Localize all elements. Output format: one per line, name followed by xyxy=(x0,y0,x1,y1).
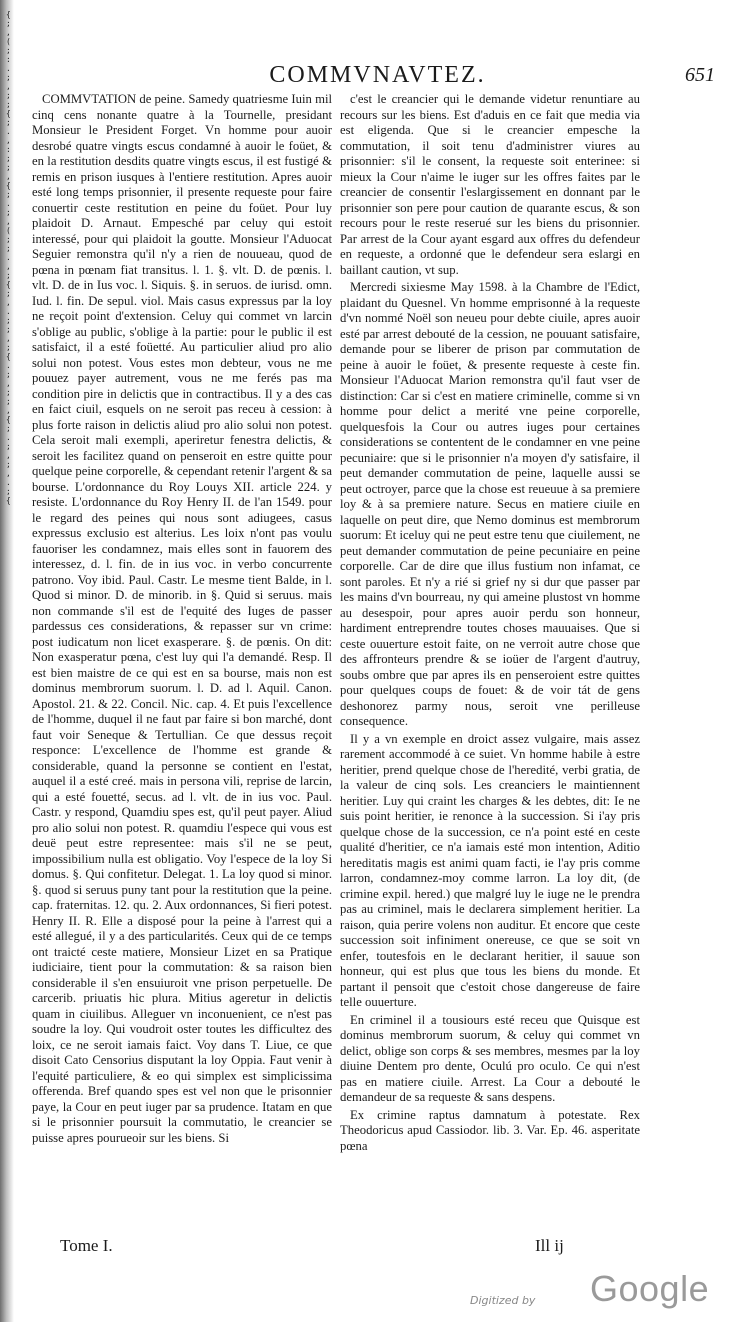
right-paragraph-1: c'est le creancier qui le demande videtur renuntiare au recours sur les biens. Est d'aduis en ce fait que media via est eligenda. Que si le creancier empesche la commutation, il soit tenu d'administrer viures au prisonnier: s'il le consent, la requeste soit enterinee: si mieux la Cour n'aime le iuger sur les offres faites par le creancier de consentir l'eslargissement en donnant par le prisonnier son pere pour caution de quarante escus, & son recours pour le reste reserué sur les biens du prisonnier. Par arrest de la Cour ayant esgard aux offres du defendeur en requeste, a ordonné que le defendeur sera eslargi en baillant caution, vt sup. xyxy=(340,92,640,277)
digitized-watermark xyxy=(470,1268,740,1318)
digitized-by-text: Digitized by xyxy=(470,1294,536,1307)
left-column xyxy=(32,92,332,1242)
google-logo: Google xyxy=(590,1268,710,1309)
gutter-marks: { ; , ( ; : . ; , ; ; { ; . , : ; ; , { ; . ; , ( ; ; . , ; { ; , . ; ; , ; { . ; , ; ; , { ; . ; , ; , . ; { xyxy=(6,10,11,505)
footer-tome: Tome I. xyxy=(60,1236,113,1255)
right-column xyxy=(340,92,640,1242)
page-number: 651 xyxy=(685,64,715,86)
right-paragraph-2: Mercredi sixiesme May 1598. à la Chambre de l'Edict, plaidant du Quesnel. Vn homme emprisonné à la requeste d'vn nommé Noël son neueu pour debte ciuile, apres auoir esté par arrest debouté de la cession, ne pouuant satisfaire, demande pour se liberer de prison par commutation de peine à auoir le foüet, & presente requeste à ceste fin. Monsieur l'Aduocat Marion remonstra qu'il faut vser de distinction: Car si c'est en matiere criminelle, comme si vn homme pour delict a merité vne peine corporelle, quelquesfois la Cour ou autres iuges pour certaines considerations se contentent de le condamner en vne peine pecuniaire: que si le prisonnier n'a moyen d'y satisfaire, il peut demander commutation de peine, laquelle aussi se peut octroyer, parce que la chose est reueuue à sa premiere loy & à sa premiere nature. Secus en matiere ciuile en laquelle on peut dire, que Nemo dominus est membrorum suorum: Et iceluy qui ne peut estre tenu que ciuilement, ne peut demander commutation de peine pecuniaire en peine corporelle. Car de dire que illus fustium non infamat, ce sont paroles. Et n'y a rié si grief ny si dur que passer par les mains d'vn bourreau, ny qui ameine plustost vn homme au desespoir, pour apres auoir perdu son honneur, hardiment entreprendre toutes choses mauuaises. Que si ceste ouuerture estoit faite, on ne verroit autre chose que des affronteurs prendre & se ioüer de l'argent d'autruy, soubs ombre que par apres ils en penseroient estre quittes pour quelques coups de fouet: & de voir tát de gens deshonorez parmy nous, seroit vne perilleuse consequence. xyxy=(340,280,640,728)
right-paragraph-3: Il y a vn exemple en droict assez vulgaire, mais assez rarement accommodé à ce suiet. Vn homme habile à estre heritier, prend quelque chose de l'heredité, verbi gratia, de la valeur de cinq sols. Les creanciers le maintiennent heritier. Luy qui craint les charges & les debtes, dit: Ie ne suis point heritier, ie renonce à la succession. Si i'ay pris quelque chose de la succession, ce n'a point esté en ceste qualité d'heritier, ce n'a iamais esté mon intention, Aditio hereditatis magis est animi quam facti, ie l'ay pris comme larron, condamnez-moy comme larron. La loy dit, (de crimine expil. hered.) que malgré luy le iuge ne le prendra pas au criminel, mais le declarera simplement heritier. La raison, quia perire volens non auditur. Et encore que ceste succession soit infiniment onereuse, ce que se soit vn enfer, toutesfois en le declarant heritier, il sauue son honneur, qui est plus que tous les biens du monde. Et partant il pensoit que c'estoit chose dangereuse de faire telle ouuerture. xyxy=(340,731,640,1009)
right-paragraph-5: Ex crimine raptus damnatum à potestate. Rex Theodoricus apud Cassiodor. lib. 3. Var. Ep. 46. asperitate pœna xyxy=(340,1107,640,1153)
footer-signature: Ill ij xyxy=(535,1236,564,1255)
left-paragraph-1: COMMVTATION de peine. Samedy quatriesme Iuin mil cinq cens nonante quatre à la Tournelle, presidant Monsieur le President Forget. Vn homme pour auoir desrobé quatre vingts escus condamné à auoir le foüet, & en la restitution desdits quatre vingts escus, il est fustigé & remis en prison iusques à l'entiere restitution. Apres auoir esté long temps prisonnier, il presente requeste pour faire conuertir ceste restitution en peine du foüet. Pour luy plaidoit D. Arnaut. Empesché par celuy qui estoit interessé, pour qui plaidoit la goutte. Monsieur l'Aduocat Seguier remonstra qu'il n'y a rien de nouueau, quod de pœna in pœnam fiat transitus. l. 1. §. vlt. D. de pœnis. l. vlt. D. de in Ius voc. l. Siquis. §. in seruos. de iurisd. omn. Iud. l. fin. De sepul. viol. Mais casus expressus par la loy ne reçoit point d'extension. Celuy qui commet vn larcin s'oblige au public, s'oblige à la partie: pour le public il est satisfaict, il a esté foüetté. Au particulier aliud pro alio solui non potest. Vous estes mon debteur, vous ne me pouuez payer autrement, vous ne me ferés pas ma condition pire in delictis que in contractibus. Il y a des cas en faict ciuil, esquels on ne seroit pas receu à cession: à plus forte raison in delictis aliud pro alio solui non potest. Cela seroit mali exempli, aperiretur fenestra delictis, & seroit les facilitez quand on penseroit en estre quitte pour quelque peine corporelle, & cependant retenir l'argent & sa bourse. L'ordonnance du Roy Louys XII. article 224. y resiste. L'ordonnance du Roy Henry II. de l'an 1549. pour le regard des peines qui nous sont adiugees, casus expressus exclusio est alterius. Les loix n'ont pas voulu fauoriser les condamnez, mais elles sont in fauorem des interessez, d. l. fin. de in ius voc. in verbo concurrente patrono. Voy ibid. Paul. Castr. Le mesme tient Balde, in l. Quod si minor. D. de minorib. in §. Quid si seruus. mais non commande s'il est de l'equité des Iuges de passer pardessus ces considerations, & repasser sur vn crime: post iudicatum non licet exasperare. §. de pœnis. On dit: Non exasperatur pœna, c'est luy qui l'a demandé. Resp. Il est bien maistre de ce qui est en sa bourse, mais non est dominus membrorum suorum. l. D. ad l. Aquil. Canon. Apostol. 21. & 22. Concil. Nic. cap. 4. Et puis l'excellence de l'homme, duquel il ne faut par faire si bon marché, dont faut voir Seneque & Tertullian. Ce que dessus reçoit responce: L'excellence de l'homme est grande & considerable, quand la personne se contient en l'estat, auquel il a esté creé. mais in persona vili, reprise de larcin, qui a esté fouetté, secus. ad l. vlt. de in ius voc. Paul. Castr. y respond, Quamdiu spes est, qu'il peut payer. Aliud pro alio solui non potest. R. quamdiu l'espece qui vous est deuë peut estre representee: mais s'il ne se peut, impossibilium nulla est obligatio. Voy l'espece de la loy Si domus. §. Qui confitetur. Delegat. 1. La loy quod si minor. §. quod si seruus puny tant pour la restitution que la peine. cap. fraternitas. 12. qu. 2. Aux ordonnances, Si fieri potest. Henry II. R. Elle a disposé pour la peine à l'arrest qui a esté allegué, il y a des particularités. Ceux qui de ce temps ont traicté ceste matiere, Monsieur Lizet en sa Pratique iudiciaire, tient pour la commutation: & sa raison bien considerable il s'en ensuiuroit vne prison perpetuelle. De carcerib. priuatis hic plura. Mitius ageretur in delictis quam in ciuilibus. Alleguer vn inconuenient, ce n'est pas soudre la loy. Qui voudroit oster toutes les difficultez des loix, ce ne seroit iamais faict. Voy dans T. Liue, ce que disoit Cato Censorius disputant la loy Oppia. Faut venir à l'equité particuliere, & eo qui simplex est simplicissima offerenda. Bref quando spes est vel non que le prisonnier paye, la Cour en peut iuger par sa prudence. Itatam en que si le prisonnier poursuit la commutatio, le creancier se puisse apres pourueoir sur les biens. Si xyxy=(32,92,332,1145)
running-title: COMMVNAVTEZ. xyxy=(269,62,486,88)
page-gutter-shadow xyxy=(0,0,14,1322)
right-paragraph-4: En criminel il a tousiours esté receu que Quisque est dominus membrorum suorum, & celuy qui commet vn delict, oblige son corps & ses membres, mesmes par la loy diuine Dentem pro dente, Oculú pro oculo. Ce qui n'est pas en matiere ciuile. Arrest. La Cour a debouté le demandeur de sa requeste & sans despens. xyxy=(340,1012,640,1104)
